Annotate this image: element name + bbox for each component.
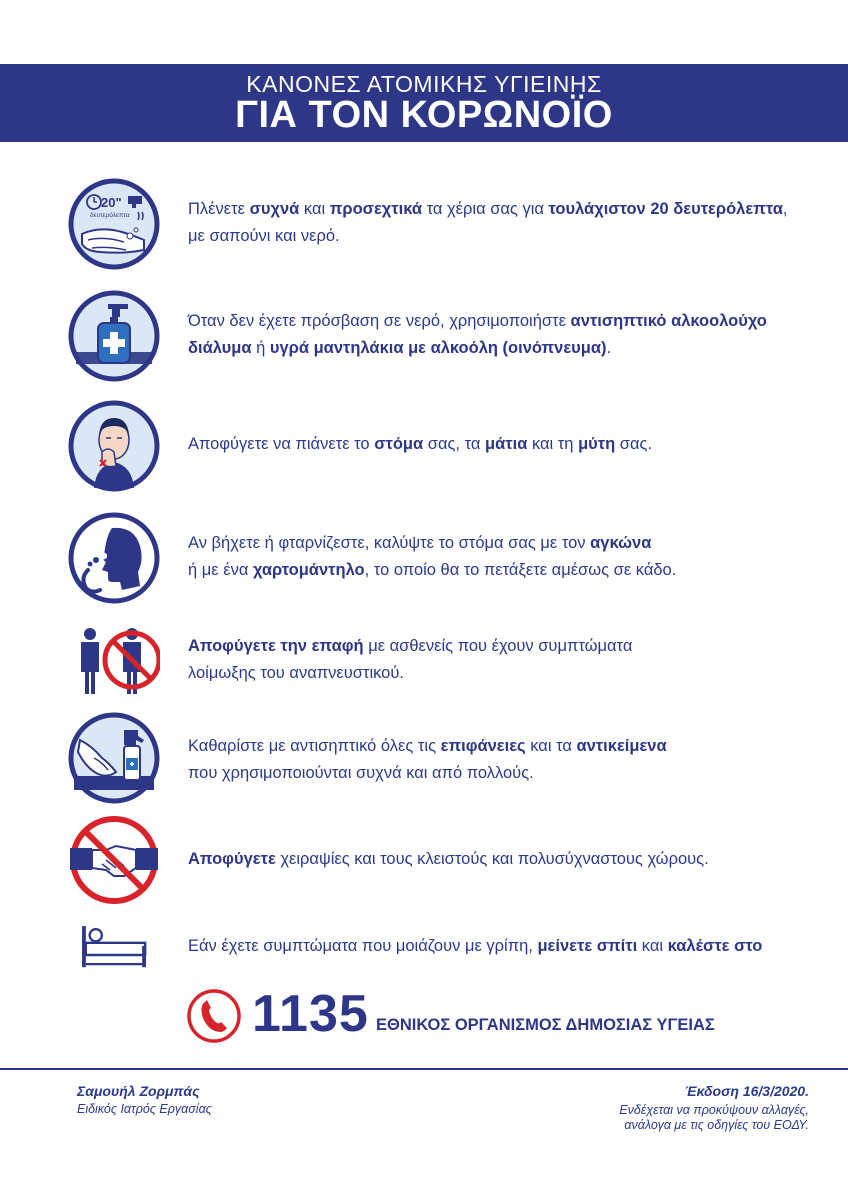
coughing-head-icon — [68, 512, 160, 604]
bed-icon — [68, 920, 160, 990]
body-text: ή — [251, 339, 270, 357]
rule-text-face — [188, 431, 828, 458]
body-text: Πλένετε — [188, 200, 250, 218]
emphasis-text: χαρτομάντηλο — [252, 561, 365, 579]
handwashing-icon — [68, 178, 160, 270]
no-contact-people-icon — [68, 622, 160, 714]
emphasis-text: αντικείμενα — [576, 737, 667, 755]
body-text: Εάν έχετε συμπτώματα που μοιάζουν με γρίπη, — [188, 937, 538, 955]
body-text: τα χέρια σας για — [422, 200, 549, 218]
body-text: . — [606, 339, 612, 357]
body-text: , — [782, 200, 788, 218]
version-note-2: ανάλογα με τις οδηγίες του ΕΟΔΥ. — [624, 1118, 809, 1132]
emphasis-text: μάτια — [485, 435, 528, 453]
emphasis-text: διάλυμα — [188, 339, 252, 357]
rule-text-sanitizer — [188, 308, 828, 362]
hand-sanitizer-icon — [68, 290, 160, 382]
body-text: και — [637, 937, 668, 955]
emphasis-text: τουλάχιστον 20 δευτερόλεπτα — [548, 200, 783, 218]
body-text: ή με ένα — [188, 561, 253, 579]
body-text: , το οποίο θα το πετάξετε αμέσως σε κάδο. — [364, 561, 677, 579]
emphasis-text: Αποφύγετε — [188, 850, 276, 868]
body-text: σας. — [615, 435, 653, 453]
version-label: Έκδοση 16/3/2020. — [684, 1083, 809, 1099]
body-text: που χρησιμοποιούνται συχνά και από πολλούς. — [188, 764, 534, 782]
icon-label-seconds: 20" — [101, 195, 122, 210]
rule-text-contact — [188, 633, 828, 687]
emphasis-text: συχνά — [249, 200, 300, 218]
footer-divider — [0, 1068, 848, 1070]
hotline — [186, 986, 786, 1046]
body-text: Αποφύγετε να πιάνετε το — [188, 435, 375, 453]
emphasis-text: αγκώνα — [590, 534, 652, 552]
emphasis-text: επιφάνειες — [440, 737, 526, 755]
phone-icon — [186, 988, 242, 1044]
emphasis-text: μείνετε σπίτι — [537, 937, 638, 955]
body-text: και — [299, 200, 330, 218]
body-text: Όταν δεν έχετε πρόσβαση σε νερό, χρησιμοποιήστε — [188, 312, 571, 330]
body-text: και τα — [525, 737, 577, 755]
emphasis-text: υγρά μαντηλάκια με αλκοόλη (οινόπνευμα) — [269, 339, 607, 357]
title-line-1: ΚΑΝΟΝΕΣ ΑΤΟΜΙΚΗΣ ΥΓΙΕΙΝΗΣ — [246, 71, 602, 97]
version-note-1: Ενδέχεται να προκύψουν αλλαγές, — [619, 1103, 809, 1117]
no-touching-face-icon — [68, 400, 160, 492]
emphasis-text: στόμα — [374, 435, 424, 453]
emphasis-text: καλέστε στο — [667, 937, 763, 955]
rule-text-handshake — [188, 846, 828, 873]
author-name: Σαμουήλ Ζορμπάς — [77, 1083, 200, 1099]
body-text: σας, τα — [423, 435, 486, 453]
rule-text-cleaning — [188, 733, 828, 787]
author-block — [77, 1083, 212, 1116]
emphasis-text: αντισηπτικό αλκοολούχο — [570, 312, 767, 330]
body-text: Αν βήχετε ή φταρνίζεστε, καλύψτε το στόμα σας με τον — [188, 534, 591, 552]
hotline-number: 1135 — [252, 985, 369, 1043]
body-text: χειραψίες και τους κλειστούς και πολυσύχναστους χώρους. — [275, 850, 709, 868]
body-text: με ασθενείς που έχουν συμπτώματα — [363, 637, 633, 655]
emphasis-text: μύτη — [578, 435, 616, 453]
icon-label-seconds-word: δευτερόλεπτα — [90, 212, 130, 219]
organization-name: ΕΘΝΙΚΟΣ ΟΡΓΑΝΙΣΜΟΣ ΔΗΜΟΣΙΑΣ ΥΓΕΙΑΣ — [376, 1016, 715, 1034]
body-text: Καθαρίστε με αντισηπτικό όλες τις — [188, 737, 441, 755]
emphasis-text: προσεχτικά — [329, 200, 423, 218]
version-block — [583, 1083, 809, 1133]
body-text: και τη — [527, 435, 579, 453]
emphasis-text: Αποφύγετε την επαφή — [188, 637, 364, 655]
author-title: Ειδικός Ιατρός Εργασίας — [77, 1102, 212, 1116]
body-text: λοίμωξης του αναπνευστικού. — [188, 664, 404, 682]
rule-text-stay-home — [188, 933, 828, 960]
no-handshake-icon — [68, 814, 160, 906]
body-text: με σαπούνι και νερό. — [188, 227, 340, 245]
title-banner — [0, 64, 848, 142]
title-line-2: ΓΙΑ ΤΟΝ ΚΟΡΩΝΟΪΟ — [235, 94, 613, 136]
rule-text-cough — [188, 530, 828, 584]
rule-text-handwashing — [188, 196, 828, 250]
cleaning-surfaces-icon — [68, 712, 160, 804]
